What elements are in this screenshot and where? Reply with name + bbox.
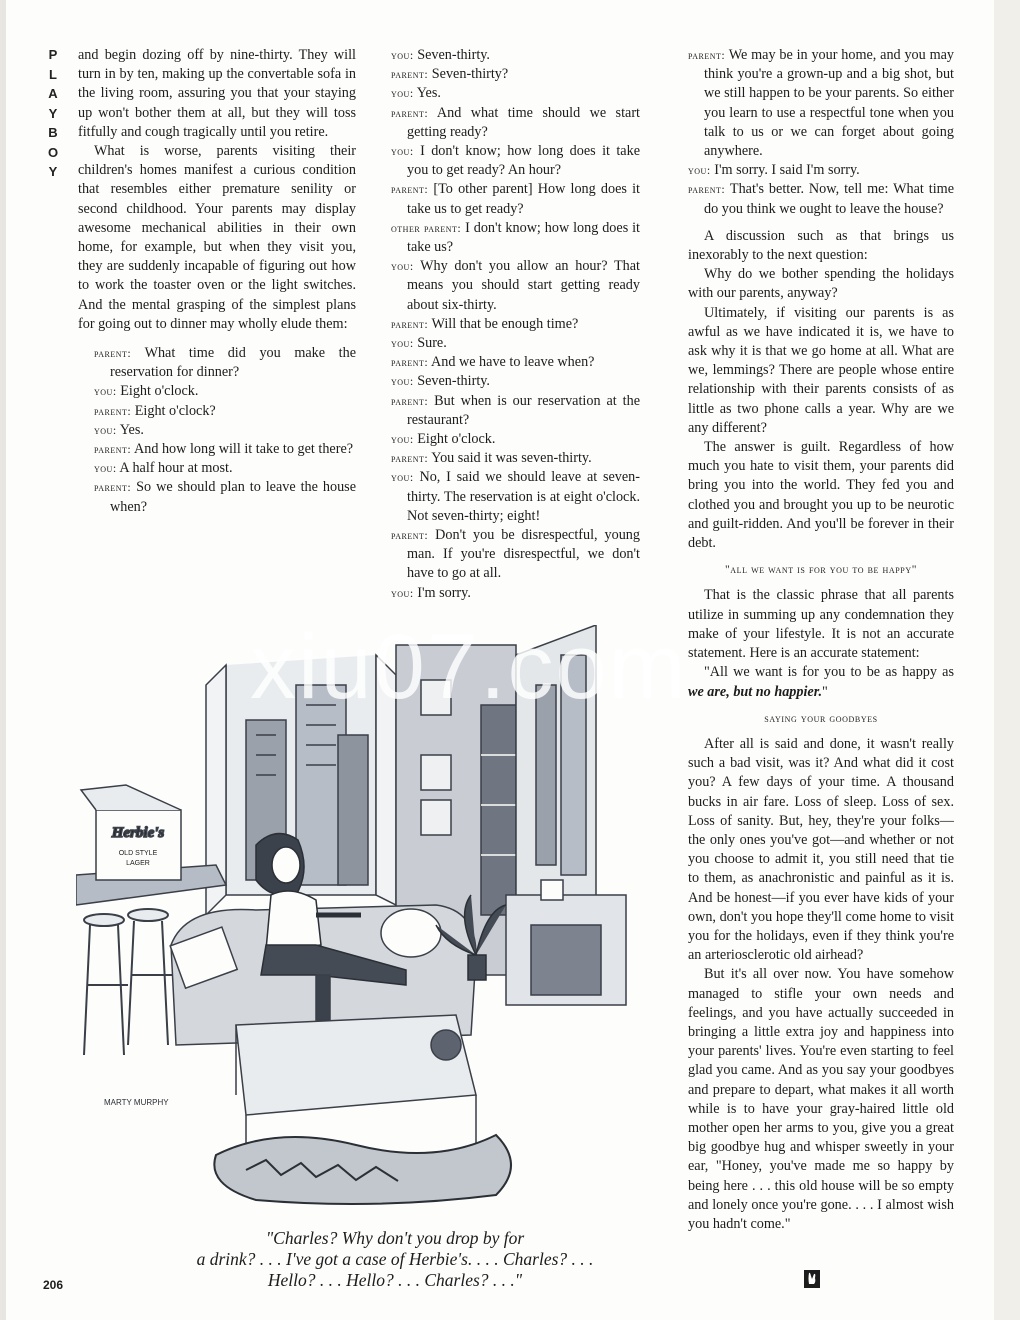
speaker-label: parent:: [391, 528, 429, 543]
dialogue-line: [391, 180, 640, 218]
caption-line: Hello? . . . Hello? . . . Charles? . . .": [267, 1270, 523, 1290]
dialogue: [688, 46, 954, 219]
speaker-label: parent:: [94, 403, 132, 418]
dialogue-line: [391, 315, 640, 334]
dialogue-line: [391, 84, 640, 103]
dialogue-text: A half hour at most.: [116, 460, 233, 477]
paragraph: After all is said and done, it wasn't really such a bad visit, was it? And what did it cost you? A few days of your time. A thousand bucks in air fare. Loss of sleep. Loss of sex. Loss of sanity. But, hey, they're your folks—the only ones you've got—and whether or not you choose to admit it, you still need that tie to them, as anachronistic and painful as it is. And be honest—if you ever have kids of your own, don't you hope they'll come home to visit you for the holidays, even if they think you're an arteriosclerotic old airhead?: [688, 735, 954, 964]
dialogue-line: [391, 353, 640, 372]
quote-emphasis: we are, but no happier.: [688, 683, 823, 700]
speaker-label: you:: [391, 585, 414, 600]
dialogue-text: I'm sorry.: [413, 584, 471, 601]
paragraph: The answer is guilt. Regardless of how much you hate to visit them, your parents did bring you into the world. They fed you and clothed you and brought you up to be neurotic and guilt-ridden. And you'll be forever in their debt.: [688, 439, 954, 552]
dialogue-line: [94, 478, 356, 516]
dialogue-text: Sure.: [413, 335, 447, 352]
watermark: xiu07.com: [250, 616, 688, 718]
subhead: saying your goodbyes: [764, 712, 878, 725]
dialogue-text: But when is our reservation at the restaurant?: [407, 392, 640, 428]
dialogue-line: [688, 161, 954, 180]
dialogue-line: [391, 584, 640, 603]
speaker-label: other parent:: [391, 220, 462, 235]
speaker-label: parent:: [94, 480, 132, 495]
dialogue-text: And we have to leave when?: [428, 354, 595, 371]
speaker-label: you:: [391, 470, 414, 485]
dialogue-line: [391, 430, 640, 449]
paragraph: A discussion such as that brings us inexorably to the next question:: [688, 227, 954, 264]
dialogue-text: What time did you make the reservation for dinner?: [110, 345, 356, 381]
dialogue-text: Seven-thirty?: [428, 66, 509, 83]
running-head-letter: O: [47, 144, 59, 160]
dialogue-text: No, I said we should leave at seven-thirty. The reservation is at eight o'clock. Not seven-thirty; eight!: [407, 469, 640, 524]
dialogue-text: We may be in your home, and you may think you're a grown-up and a big shot, but we still happen to be your parents. So either you learn to use a respectful tone when you talk to us or we can forget about going anywhere.: [704, 47, 954, 160]
dialogue-text: And what time should we start getting ready?: [407, 104, 640, 140]
dialogue-line: [391, 392, 640, 430]
column-2: [391, 46, 640, 603]
speaker-label: you:: [688, 163, 711, 178]
speaker-label: you:: [391, 48, 414, 62]
dialogue-text: Seven-thirty.: [413, 373, 490, 390]
dialogue-line: [391, 46, 640, 65]
dialogue-line: [391, 449, 640, 468]
speaker-label: you:: [391, 336, 414, 351]
caption-line: "Charles? Why don't you drop by for: [265, 1228, 525, 1248]
speaker-label: you:: [94, 461, 117, 476]
speaker-label: parent:: [688, 182, 726, 197]
dialogue-text: That's better. Now, tell me: What time do you think we ought to leave the house?: [704, 181, 954, 217]
rabbit-head-icon: [804, 1270, 820, 1288]
dialogue-line: [94, 402, 356, 421]
speaker-label: you:: [391, 432, 414, 447]
speaker-label: parent:: [391, 316, 429, 331]
speaker-label: you:: [391, 86, 414, 101]
page-edge-left: [0, 0, 6, 1320]
box-label: Herbie's: [111, 825, 165, 841]
speaker-label: you:: [391, 374, 414, 389]
running-head: [43, 45, 63, 182]
dialogue-line: [94, 344, 356, 382]
fireplace: [506, 880, 626, 1005]
dialogue-line: [688, 180, 954, 218]
dialogue-line: [94, 459, 356, 478]
dialogue-line: [391, 219, 640, 257]
box-label: LAGER: [126, 860, 150, 867]
dialogue-text: Why don't you allow an hour? That means you should start getting ready about six-thirty.: [407, 258, 640, 313]
dialogue-line: [391, 526, 640, 584]
caption-line: a drink? . . . I've got a case of Herbie's. . . . Charles? . . .: [196, 1249, 594, 1269]
dialogue-line: [688, 46, 954, 161]
paragraph: and begin dozing off by nine-thirty. They will turn in by ten, making up the convertable sofa in the living room, assuring you that your staying up won't bother them at all, but they will toss fitfully and cough tragically until you retire.: [78, 47, 356, 140]
dialogue-line: [391, 334, 640, 353]
paragraph: But it's all over now. You have somehow managed to stifle your own needs and feelings, and you have actually succeeded in bringing a little extra joy and happiness into your parents' lives. You're even starting to feel glad you came. And as you say your goodbyes and prepare to depart, what makes it all worth while is to have your gray-haired little old mother open her arms to you, give you a great big goodbye hug and whisper sweetly in your ear, "Honey, you've made me so happy by being here . . . this old house will be so empty and lonely once you're gone. . . . I almost wish you hadn't come.": [688, 966, 954, 1232]
dialogue-line: [391, 468, 640, 526]
running-head-letter: L: [49, 66, 57, 82]
page-number: 206: [43, 1278, 64, 1292]
dialogue-text: Don't you be disrespectful, young man. If you're disrespectful, we don't have to go at all.: [407, 527, 640, 582]
dialogue-text: [To other parent] How long does it take us to get ready?: [407, 181, 640, 217]
subhead: "all we want is for you to be happy": [724, 564, 918, 577]
running-head-letter: Y: [48, 164, 58, 179]
dialogue-line: [94, 440, 356, 459]
speaker-label: you:: [94, 422, 117, 437]
box-label: OLD STYLE: [118, 850, 158, 857]
quote-end: ": [822, 683, 828, 700]
dialogue: [391, 46, 640, 603]
speaker-label: parent:: [391, 182, 429, 197]
dialogue-text: Will that be enough time?: [428, 315, 579, 332]
quote-lead: "All we want is for you to be as happy as: [704, 664, 954, 681]
dialogue-line: [391, 257, 640, 315]
dialogue-line: [391, 65, 640, 84]
dialogue-line: [94, 382, 356, 401]
column-3: [688, 46, 954, 1234]
paragraph: What is worse, parents visiting their children's homes manifest a curious condition that resembles either premature senility or second childhood. Your parents may display awesome mechanical abilities in their own home, for example, but when they visit you, they are suddenly incapable of figuring out how to work the toaster oven or the light switches. And the mental grasping of the simplest plans for going out to dinner may wholly elude them:: [78, 143, 356, 332]
speaker-label: parent:: [391, 105, 429, 120]
dialogue-text: And how long will it take to get there?: [131, 441, 354, 458]
artist-signature: MARTY MURPHY: [104, 1098, 169, 1107]
cartoon-illustration: [76, 625, 661, 1210]
dialogue-text: Yes.: [413, 85, 441, 102]
speaker-label: parent:: [391, 393, 429, 408]
pull-quote: [688, 663, 954, 701]
speaker-label: parent:: [688, 48, 726, 62]
dialogue-text: You said it was seven-thirty.: [428, 450, 592, 467]
dialogue-text: Seven-thirty.: [413, 47, 490, 63]
speaker-label: parent:: [391, 67, 429, 82]
paragraph: Ultimately, if visiting our parents is as awful as we have indicated it is, we have to ask why it is that we go home at all. What are we, lemmings? There are people whose entire relationship with their parents consists of as little as two phone calls a year. Why are we any different?: [688, 304, 954, 436]
page-edge-right: [994, 0, 1020, 1320]
column-1: [78, 46, 356, 517]
dialogue-text: I'm sorry. I said I'm sorry.: [710, 162, 860, 179]
dialogue-text: I don't know; how long does it take you to get ready? An hour?: [407, 143, 640, 179]
dialogue-text: Yes.: [116, 421, 144, 438]
paragraph: Why do we bother spending the holidays with our parents, anyway?: [688, 266, 954, 302]
dialogue-text: I don't know; how long does it take us?: [407, 219, 640, 256]
dialogue-line: [391, 142, 640, 180]
speaker-label: you:: [391, 259, 414, 274]
speaker-label: parent:: [94, 442, 132, 457]
speaker-label: parent:: [391, 451, 429, 466]
running-head-letter: Y: [48, 105, 58, 121]
speaker-label: parent:: [391, 355, 429, 370]
cartoon-caption: [90, 1228, 700, 1291]
speaker-label: parent:: [94, 346, 132, 361]
dialogue-text: Eight o'clock.: [413, 431, 496, 448]
speaker-label: you:: [94, 384, 117, 399]
dialogue-text: So we should plan to leave the house when?: [110, 479, 356, 515]
paragraph: That is the classic phrase that all parents utilize in summing up any condemnation they make of your lifestyle. It is not an accurate statement. Here is an accurate statement:: [688, 587, 954, 662]
speaker-label: you:: [391, 144, 414, 159]
running-head-letter: P: [48, 47, 58, 62]
running-head-letter: A: [48, 86, 58, 101]
running-head-letter: B: [48, 125, 58, 140]
dialogue: [94, 344, 356, 517]
dialogue-line: [94, 421, 356, 440]
dialogue-text: Eight o'clock.: [116, 383, 199, 400]
dialogue-line: [391, 372, 640, 391]
dialogue-line: [391, 104, 640, 142]
dialogue-text: Eight o'clock?: [131, 402, 216, 419]
